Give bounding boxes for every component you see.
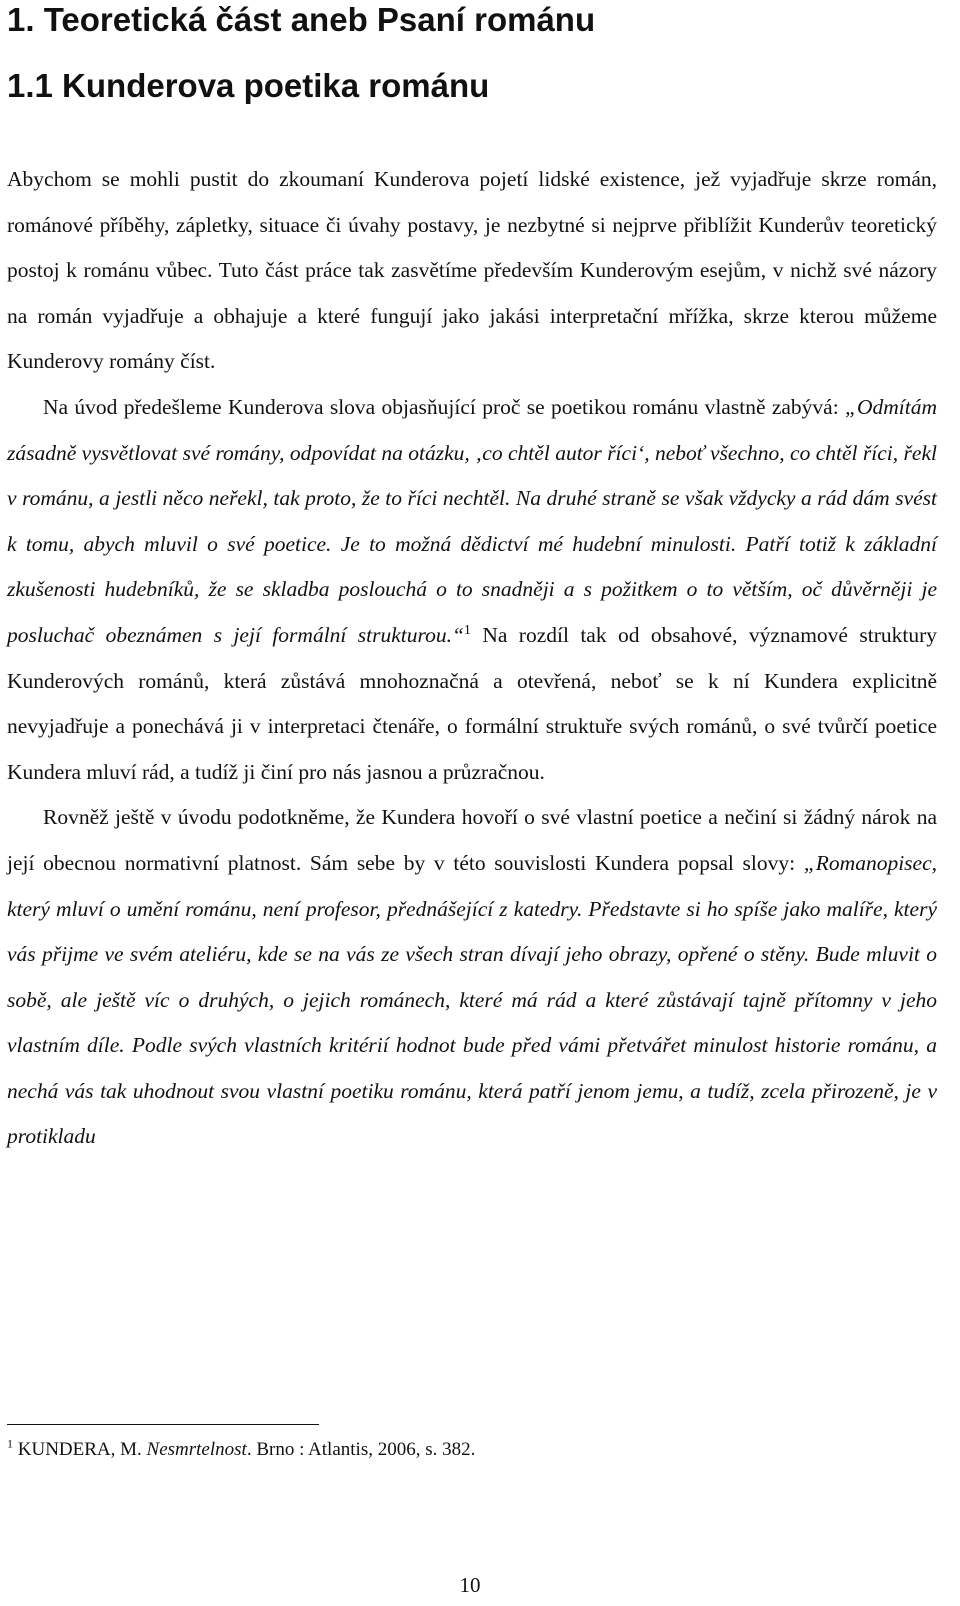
paragraph-1: Abychom se mohli pustit do zkoumaní Kunderova pojetí lidské existence, jež vyjadřuje skrze román, románové příběhy, zápletky, situace či úvahy postavy, je nezbytné si nejprve přiblížit Kunderův teoretický postoj k románu vůbec. Tuto část práce tak zasvětíme především Kunderovým esejům, v nichž své názory na román vyjadřuje a obhajuje a které fungují jako jakási interpretační mřížka, skrze kterou můžeme Kunderovy romány číst. bbox=[7, 167, 937, 374]
footnote-title: Nesmrtelnost bbox=[146, 1439, 247, 1460]
footnote-separator bbox=[7, 1424, 319, 1425]
paragraph-3-lead: Rovněž ještě v úvodu podotkněme, že Kundera hovoří o své vlastní poetice a nečiní si žádný nárok na její obecnou normativní platnost. Sám sebe by v této souvislosti Kundera popsal slovy: bbox=[7, 805, 937, 875]
paragraph-3 bbox=[7, 795, 937, 1160]
footnote-publication: . Brno : Atlantis, 2006, s. 382. bbox=[246, 1439, 476, 1460]
footnote bbox=[7, 1436, 937, 1464]
body-text bbox=[7, 157, 937, 1160]
footnote-reference[interactable]: 1 bbox=[463, 622, 471, 638]
page-number: 10 bbox=[459, 1573, 481, 1597]
kundera-quote-2: „Romanopisec, který mluví o umění románu, není profesor, přednášející z katedry. Představte si ho spíše jako malíře, který vás přijme ve svém ateliéru, kde se na vás ze všech stran dívají jeho obrazy, opřené o stěny. Bude mluvit o sobě, ale ještě víc o druhých, o jejich románech, které má rád a které zůstávají tajně přítomny v jeho vlastním díle. Podle svých vlastních kritérií hodnot bude před vámi přetvářet minulost historie románu, a nechá vás tak uhodnout svou vlastní poetiku románu, která patří jenom jemu, a tudíž, zcela přirozeně, je v protikladu bbox=[7, 850, 937, 1149]
footnote-mark: 1 bbox=[7, 1436, 13, 1451]
paragraph-2 bbox=[7, 385, 937, 795]
paragraph-2-lead: Na úvod předešleme Kunderova slova objasňující proč se poetikou románu vlastně zabývá: bbox=[43, 394, 846, 419]
kundera-quote-1: „Odmítám zásadně vysvětlovat své romány, odpovídat na otázku, ‚co chtěl autor říci‘, neboť všechno, co chtěl říci, řekl v románu, a jestli něco neřekl, tak proto, že to říci nechtěl. Na druhé straně se však vždycky a rád dám svést k tomu, abych mluvil o své poetice. Je to možná dědictví mé hudební minulosti. Patří totiž k základní zkušenosti hudebníků, že se skladba poslouchá o to snadněji a s požitkem o to větším, oč důvěrněji je posluchač obeznámen s její formální strukturou.“ bbox=[7, 394, 937, 647]
section-heading: 1.1 Kunderova poetika románu bbox=[7, 67, 490, 104]
chapter-heading: 1. Teoretická část aneb Psaní románu bbox=[7, 1, 596, 38]
footnote-author: KUNDERA, M. bbox=[13, 1439, 147, 1460]
paragraph-2-tail: Na rozdíl tak od obsahové, významové struktury Kunderových románů, která zůstává mnohoznačná a otevřená, neboť se k ní Kundera explicitně nevyjadřuje a ponechává ji v interpretaci čtenáře, o formální struktuře svých románů, o své tvůrčí poetice Kundera mluví rád, a tudíž ji činí pro nás jasnou a průzračnou. bbox=[7, 622, 937, 784]
